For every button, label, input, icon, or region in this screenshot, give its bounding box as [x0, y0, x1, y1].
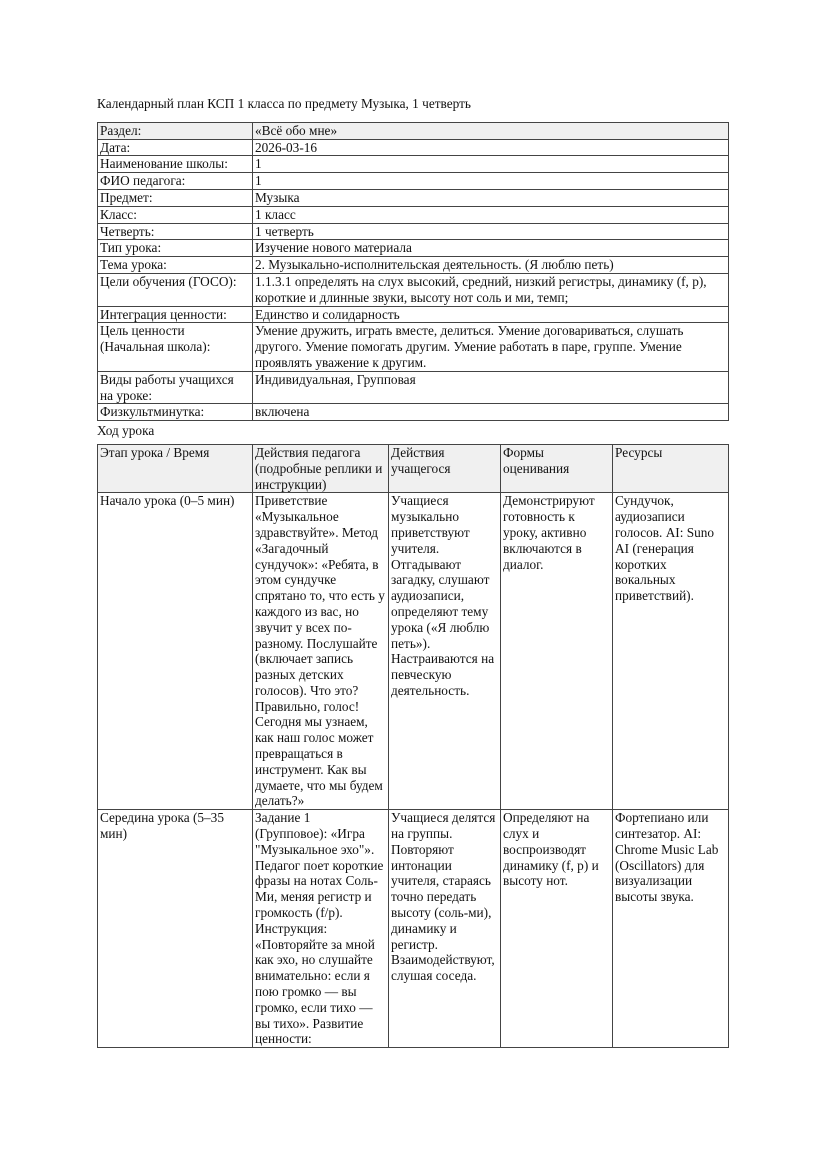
table-row: [98, 240, 729, 257]
column-header-cell: Действия учащегося: [389, 444, 501, 492]
info-value-cell: 1: [253, 173, 729, 190]
table-row: [98, 273, 729, 306]
info-label-cell: Класс:: [98, 206, 253, 223]
info-value-cell: 2. Музыкально-исполнительская деятельность. (Я люблю петь): [253, 257, 729, 274]
info-label-cell: Дата:: [98, 139, 253, 156]
info-value-cell: Умение дружить, играть вместе, делиться. Умение договариваться, слушать другого. Умение помогать другим. Умение работать в паре, группе. Умение проявлять уважение к другим.: [253, 323, 729, 371]
lesson-flow-table: [97, 444, 729, 1048]
column-header-cell: Ресурсы: [613, 444, 729, 492]
info-label-cell: Тип урока:: [98, 240, 253, 257]
info-value-cell: включена: [253, 404, 729, 421]
table-row: [98, 139, 729, 156]
assessment-cell: Определяют на слух и воспроизводят динамику (f, p) и высоту нот.: [501, 810, 613, 1048]
student-actions-cell: Учащиеся делятся на группы. Повторяют интонации учителя, стараясь точно передать высоту (соль-ми), динамику и регистр. Взаимодействуют, слушая соседа.: [389, 810, 501, 1048]
table-row: [98, 173, 729, 190]
resources-cell: Фортепиано или синтезатор. AI: Chrome Music Lab (Oscillators) для визуализации высоты звука.: [613, 810, 729, 1048]
table-row: [98, 206, 729, 223]
info-value-cell: Единство и солидарность: [253, 306, 729, 323]
table-row: [98, 257, 729, 274]
info-value-cell: 1 класс: [253, 206, 729, 223]
info-label-cell: Наименование школы:: [98, 156, 253, 173]
table-row: [98, 306, 729, 323]
info-value-cell: 2026-03-16: [253, 139, 729, 156]
table-row: [98, 323, 729, 371]
section-heading: Ход урока: [97, 423, 155, 439]
info-label-cell: Четверть:: [98, 223, 253, 240]
table-header-row: [98, 444, 729, 492]
info-value-cell: 1 четверть: [253, 223, 729, 240]
column-header-cell: Формы оценивания: [501, 444, 613, 492]
table-row: [98, 810, 729, 1048]
stage-cell: Середина урока (5–35 мин): [98, 810, 253, 1048]
assessment-cell: Демонстрируют готовность к уроку, активно включаются в диалог.: [501, 493, 613, 810]
info-value-cell: Изучение нового материала: [253, 240, 729, 257]
info-label-cell: Раздел:: [98, 122, 253, 139]
table-row: [98, 223, 729, 240]
table-row: [98, 404, 729, 421]
column-header-cell: Действия педагога (подробные реплики и инструкции): [253, 444, 389, 492]
column-header-cell: Этап урока / Время: [98, 444, 253, 492]
table-row: [98, 371, 729, 404]
table-row: [98, 122, 729, 139]
info-label-cell: Физкультминутка:: [98, 404, 253, 421]
table-row: [98, 189, 729, 206]
info-value-cell: 1.1.3.1 определять на слух высокий, средний, низкий регистры, динамику (f, p), короткие и длинные звуки, высоту нот соль и ми, темп;: [253, 273, 729, 306]
info-label-cell: Интеграция ценности:: [98, 306, 253, 323]
table-row: [98, 493, 729, 810]
info-value-cell: 1: [253, 156, 729, 173]
info-label-cell: Предмет:: [98, 189, 253, 206]
info-value-cell: Музыка: [253, 189, 729, 206]
teacher-actions-cell: Приветствие «Музыкальное здравствуйте». Метод «Загадочный сундучок»: «Ребята, в этом сундучке спрятано то, что есть у каждого из вас, но звучит у всех по-разному. Послушайте (включает запись разных детских голосов). Что это? Правильно, голос! Сегодня мы узнаем, как наш голос может превращаться в инструмент. Как вы думаете, что мы будем делать?»: [253, 493, 389, 810]
info-label-cell: Цель ценности (Начальная школа):: [98, 323, 253, 371]
teacher-actions-cell: Задание 1 (Групповое): «Игра "Музыкальное эхо"». Педагог поет короткие фразы на нотах Соль-Ми, меняя регистр и громкость (f/p). Инструкция: «Повторяйте за мной как эхо, но слушайте внимательно: если я пою громко — вы громко, если тихо — вы тихо». Развитие ценности:: [253, 810, 389, 1048]
table-row: [98, 156, 729, 173]
resources-cell: Сундучок, аудиозаписи голосов. AI: Suno AI (генерация коротких вокальных приветствий).: [613, 493, 729, 810]
info-label-cell: ФИО педагога:: [98, 173, 253, 190]
info-value-cell: «Всё обо мне»: [253, 122, 729, 139]
info-label-cell: Цели обучения (ГОСО):: [98, 273, 253, 306]
student-actions-cell: Учащиеся музыкально приветствуют учителя. Отгадывают загадку, слушают аудиозаписи, определяют тему урока («Я люблю петь»). Настраиваются на певческую деятельность.: [389, 493, 501, 810]
stage-cell: Начало урока (0–5 мин): [98, 493, 253, 810]
lesson-info-table: [97, 122, 729, 421]
info-label-cell: Тема урока:: [98, 257, 253, 274]
info-value-cell: Индивидуальная, Групповая: [253, 371, 729, 404]
document-page: [97, 96, 728, 1048]
info-label-cell: Виды работы учащихся на уроке:: [98, 371, 253, 404]
page-title: Календарный план КСП 1 класса по предмету Музыка, 1 четверть: [97, 96, 471, 111]
